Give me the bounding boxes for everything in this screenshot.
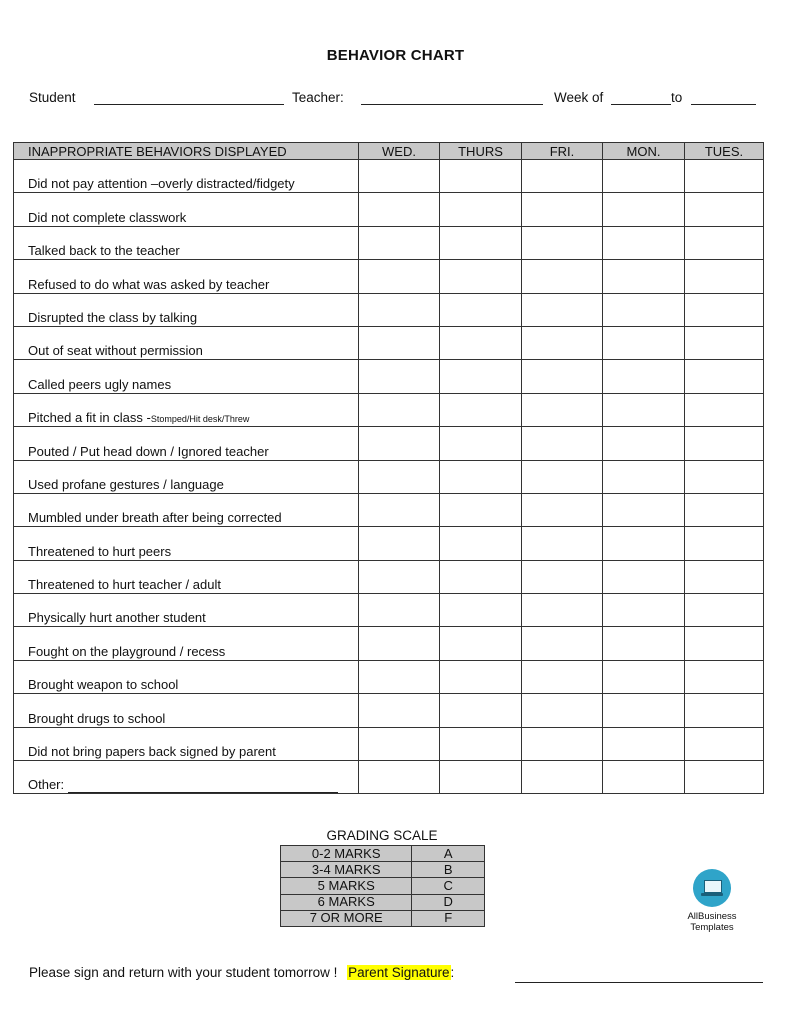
mark-cell[interactable] [359,627,440,660]
table-row [14,594,764,627]
mark-cell[interactable] [603,393,685,426]
behavior-cell [14,594,359,627]
mark-cell[interactable] [359,393,440,426]
table-row [14,694,764,727]
mark-cell[interactable] [440,527,522,560]
mark-cell[interactable] [440,660,522,693]
grading-row [281,894,485,910]
day-column-header: FRI. [522,143,603,160]
mark-cell[interactable] [603,226,685,259]
mark-cell[interactable] [603,493,685,526]
mark-cell[interactable] [603,694,685,727]
behavior-detail: Stomped/Hit desk/Threw [150,414,250,425]
mark-cell[interactable] [359,660,440,693]
grade-cell: B [412,862,485,878]
mark-cell[interactable] [522,527,603,560]
table-row [14,160,764,193]
behavior-label: Disrupted the class by talking [28,309,198,325]
behavior-label: Did not complete classwork [28,209,187,225]
other-field[interactable] [68,791,338,793]
behavior-label: Threatened to hurt teacher / adult [28,577,221,593]
mark-cell[interactable] [359,493,440,526]
table-row [14,293,764,326]
allbusiness-logo [676,869,748,933]
mark-cell[interactable] [359,761,440,794]
week-start-field[interactable] [611,104,671,105]
mark-cell[interactable] [603,293,685,326]
mark-cell[interactable] [685,627,764,660]
teacher-label: Teacher: [292,90,344,105]
mark-cell[interactable] [603,160,685,193]
mark-cell[interactable] [440,594,522,627]
mark-cell[interactable] [603,360,685,393]
mark-cell[interactable] [685,393,764,426]
table-row [14,326,764,359]
behavior-label: Pouted / Put head down / Ignored teacher [28,443,269,459]
mark-cell[interactable] [685,727,764,760]
behavior-cell [14,260,359,293]
behavior-label: Out of seat without permission [28,343,203,359]
behavior-label: Other: [28,777,65,793]
mark-cell[interactable] [685,594,764,627]
mark-cell[interactable] [603,460,685,493]
mark-cell[interactable] [440,160,522,193]
mark-cell[interactable] [522,193,603,226]
mark-cell[interactable] [685,660,764,693]
student-label: Student [29,90,76,105]
behavior-cell [14,560,359,593]
table-row [14,360,764,393]
behavior-label: Mumbled under breath after being corrected [28,510,282,526]
mark-cell[interactable] [522,360,603,393]
mark-cell[interactable] [685,493,764,526]
behavior-cell [14,393,359,426]
mark-cell[interactable] [440,393,522,426]
behavior-label: Pitched a fit in class - [28,410,151,426]
behavior-label: Brought weapon to school [28,677,179,693]
mark-cell[interactable] [685,694,764,727]
behavior-label: Fought on the playground / recess [28,643,226,659]
table-row [14,427,764,460]
mark-cell[interactable] [359,694,440,727]
behavior-cell [14,360,359,393]
marks-cell: 3-4 MARKS [281,862,412,878]
mark-cell[interactable] [522,560,603,593]
logo-line1: AllBusiness [687,911,737,922]
student-field[interactable] [94,104,284,105]
behavior-cell [14,761,359,794]
mark-cell[interactable] [685,160,764,193]
mark-cell[interactable] [440,627,522,660]
mark-cell[interactable] [359,193,440,226]
mark-cell[interactable] [522,694,603,727]
parent-signature-label: Parent Signature [348,965,450,980]
mark-cell[interactable] [603,761,685,794]
mark-cell[interactable] [522,160,603,193]
mark-cell[interactable] [359,460,440,493]
table-row [14,560,764,593]
behavior-cell [14,527,359,560]
mark-cell[interactable] [440,694,522,727]
grade-cell: D [412,894,485,910]
mark-cell[interactable] [685,193,764,226]
behavior-label: Used profane gestures / language [28,476,224,492]
mark-cell[interactable] [440,460,522,493]
mark-cell[interactable] [440,226,522,259]
mark-cell[interactable] [522,727,603,760]
mark-cell[interactable] [440,193,522,226]
behaviors-column-header: INAPPROPRIATE BEHAVIORS DISPLAYED [14,143,359,160]
mark-cell[interactable] [522,460,603,493]
mark-cell[interactable] [522,493,603,526]
mark-cell[interactable] [359,326,440,359]
mark-cell[interactable] [603,560,685,593]
mark-cell[interactable] [522,393,603,426]
mark-cell[interactable] [685,293,764,326]
parent-signature-field[interactable] [515,982,763,983]
behavior-label: Called peers ugly names [28,376,172,392]
mark-cell[interactable] [522,260,603,293]
mark-cell[interactable] [440,727,522,760]
table-row [14,260,764,293]
behavior-cell [14,627,359,660]
behavior-label: Physically hurt another student [28,610,206,626]
mark-cell[interactable] [685,226,764,259]
mark-cell[interactable] [359,594,440,627]
table-row [14,527,764,560]
mark-cell[interactable] [685,260,764,293]
mark-cell[interactable] [440,260,522,293]
behavior-cell [14,694,359,727]
mark-cell[interactable] [685,560,764,593]
behavior-label: Did not bring papers back signed by parent [28,744,276,760]
behavior-cell [14,226,359,259]
behavior-label: Talked back to the teacher [28,243,180,259]
mark-cell[interactable] [359,527,440,560]
mark-cell[interactable] [440,293,522,326]
behavior-cell [14,460,359,493]
mark-cell[interactable] [603,326,685,359]
logo-line2: Templates [690,922,734,933]
grade-cell: F [412,910,485,926]
mark-cell[interactable] [685,360,764,393]
footer-instruction: Please sign and return with your student tomorrow ! [29,965,338,980]
mark-cell[interactable] [359,226,440,259]
table-row [14,460,764,493]
mark-cell[interactable] [440,360,522,393]
mark-cell[interactable] [440,761,522,794]
grading-row [281,846,485,862]
mark-cell[interactable] [522,627,603,660]
mark-cell[interactable] [603,260,685,293]
behavior-label: Refused to do what was asked by teacher [28,276,270,292]
table-row [14,727,764,760]
marks-cell: 0-2 MARKS [281,846,412,862]
table-row [14,627,764,660]
mark-cell[interactable] [522,761,603,794]
mark-cell[interactable] [603,193,685,226]
week-end-field[interactable] [691,104,756,105]
page-title: BEHAVIOR CHART [326,47,465,64]
mark-cell[interactable] [440,493,522,526]
behavior-cell [14,293,359,326]
teacher-field[interactable] [361,104,543,105]
mark-cell[interactable] [359,727,440,760]
day-column-header: WED. [359,143,440,160]
mark-cell[interactable] [440,560,522,593]
laptop-icon [693,869,731,907]
mark-cell[interactable] [359,293,440,326]
mark-cell[interactable] [603,660,685,693]
mark-cell[interactable] [359,160,440,193]
marks-cell: 5 MARKS [281,878,412,894]
mark-cell[interactable] [440,427,522,460]
table-row [14,761,764,794]
mark-cell[interactable] [603,627,685,660]
mark-cell[interactable] [522,293,603,326]
mark-cell[interactable] [522,326,603,359]
mark-cell[interactable] [522,660,603,693]
grading-row [281,878,485,894]
table-row [14,660,764,693]
mark-cell[interactable] [522,226,603,259]
mark-cell[interactable] [685,761,764,794]
mark-cell[interactable] [685,460,764,493]
behavior-cell [14,427,359,460]
grading-row [281,910,485,926]
footer-line [29,965,454,980]
mark-cell[interactable] [440,326,522,359]
grading-scale-table [280,845,485,927]
behavior-cell [14,660,359,693]
behavior-cell [14,160,359,193]
mark-cell[interactable] [359,560,440,593]
behavior-cell [14,727,359,760]
mark-cell[interactable] [603,727,685,760]
signature-colon: : [450,965,455,980]
mark-cell[interactable] [603,427,685,460]
day-column-header: THURS [440,143,522,160]
behavior-label: Did not pay attention –overly distracted/fidgety [28,176,295,192]
table-row [14,393,764,426]
mark-cell[interactable] [522,427,603,460]
mark-cell[interactable] [522,594,603,627]
mark-cell[interactable] [685,326,764,359]
mark-cell[interactable] [603,527,685,560]
behavior-cell [14,326,359,359]
behavior-label: Threatened to hurt peers [28,543,172,559]
marks-cell: 6 MARKS [281,894,412,910]
to-label: to [671,90,683,105]
behavior-cell [14,493,359,526]
week-of-label: Week of [554,90,604,105]
table-header-row [14,143,764,160]
behavior-label: Brought drugs to school [28,710,166,726]
mark-cell[interactable] [685,527,764,560]
mark-cell[interactable] [359,360,440,393]
grade-cell: A [412,846,485,862]
day-column-header: MON. [603,143,685,160]
day-column-header: TUES. [685,143,764,160]
mark-cell[interactable] [685,427,764,460]
table-row [14,193,764,226]
grade-cell: C [412,878,485,894]
mark-cell[interactable] [359,260,440,293]
mark-cell[interactable] [359,427,440,460]
behavior-table [13,142,764,794]
mark-cell[interactable] [603,594,685,627]
grading-scale-title: GRADING SCALE [326,828,438,843]
marks-cell: 7 OR MORE [281,910,412,926]
behavior-cell [14,193,359,226]
grading-row [281,862,485,878]
table-row [14,493,764,526]
table-row [14,226,764,259]
